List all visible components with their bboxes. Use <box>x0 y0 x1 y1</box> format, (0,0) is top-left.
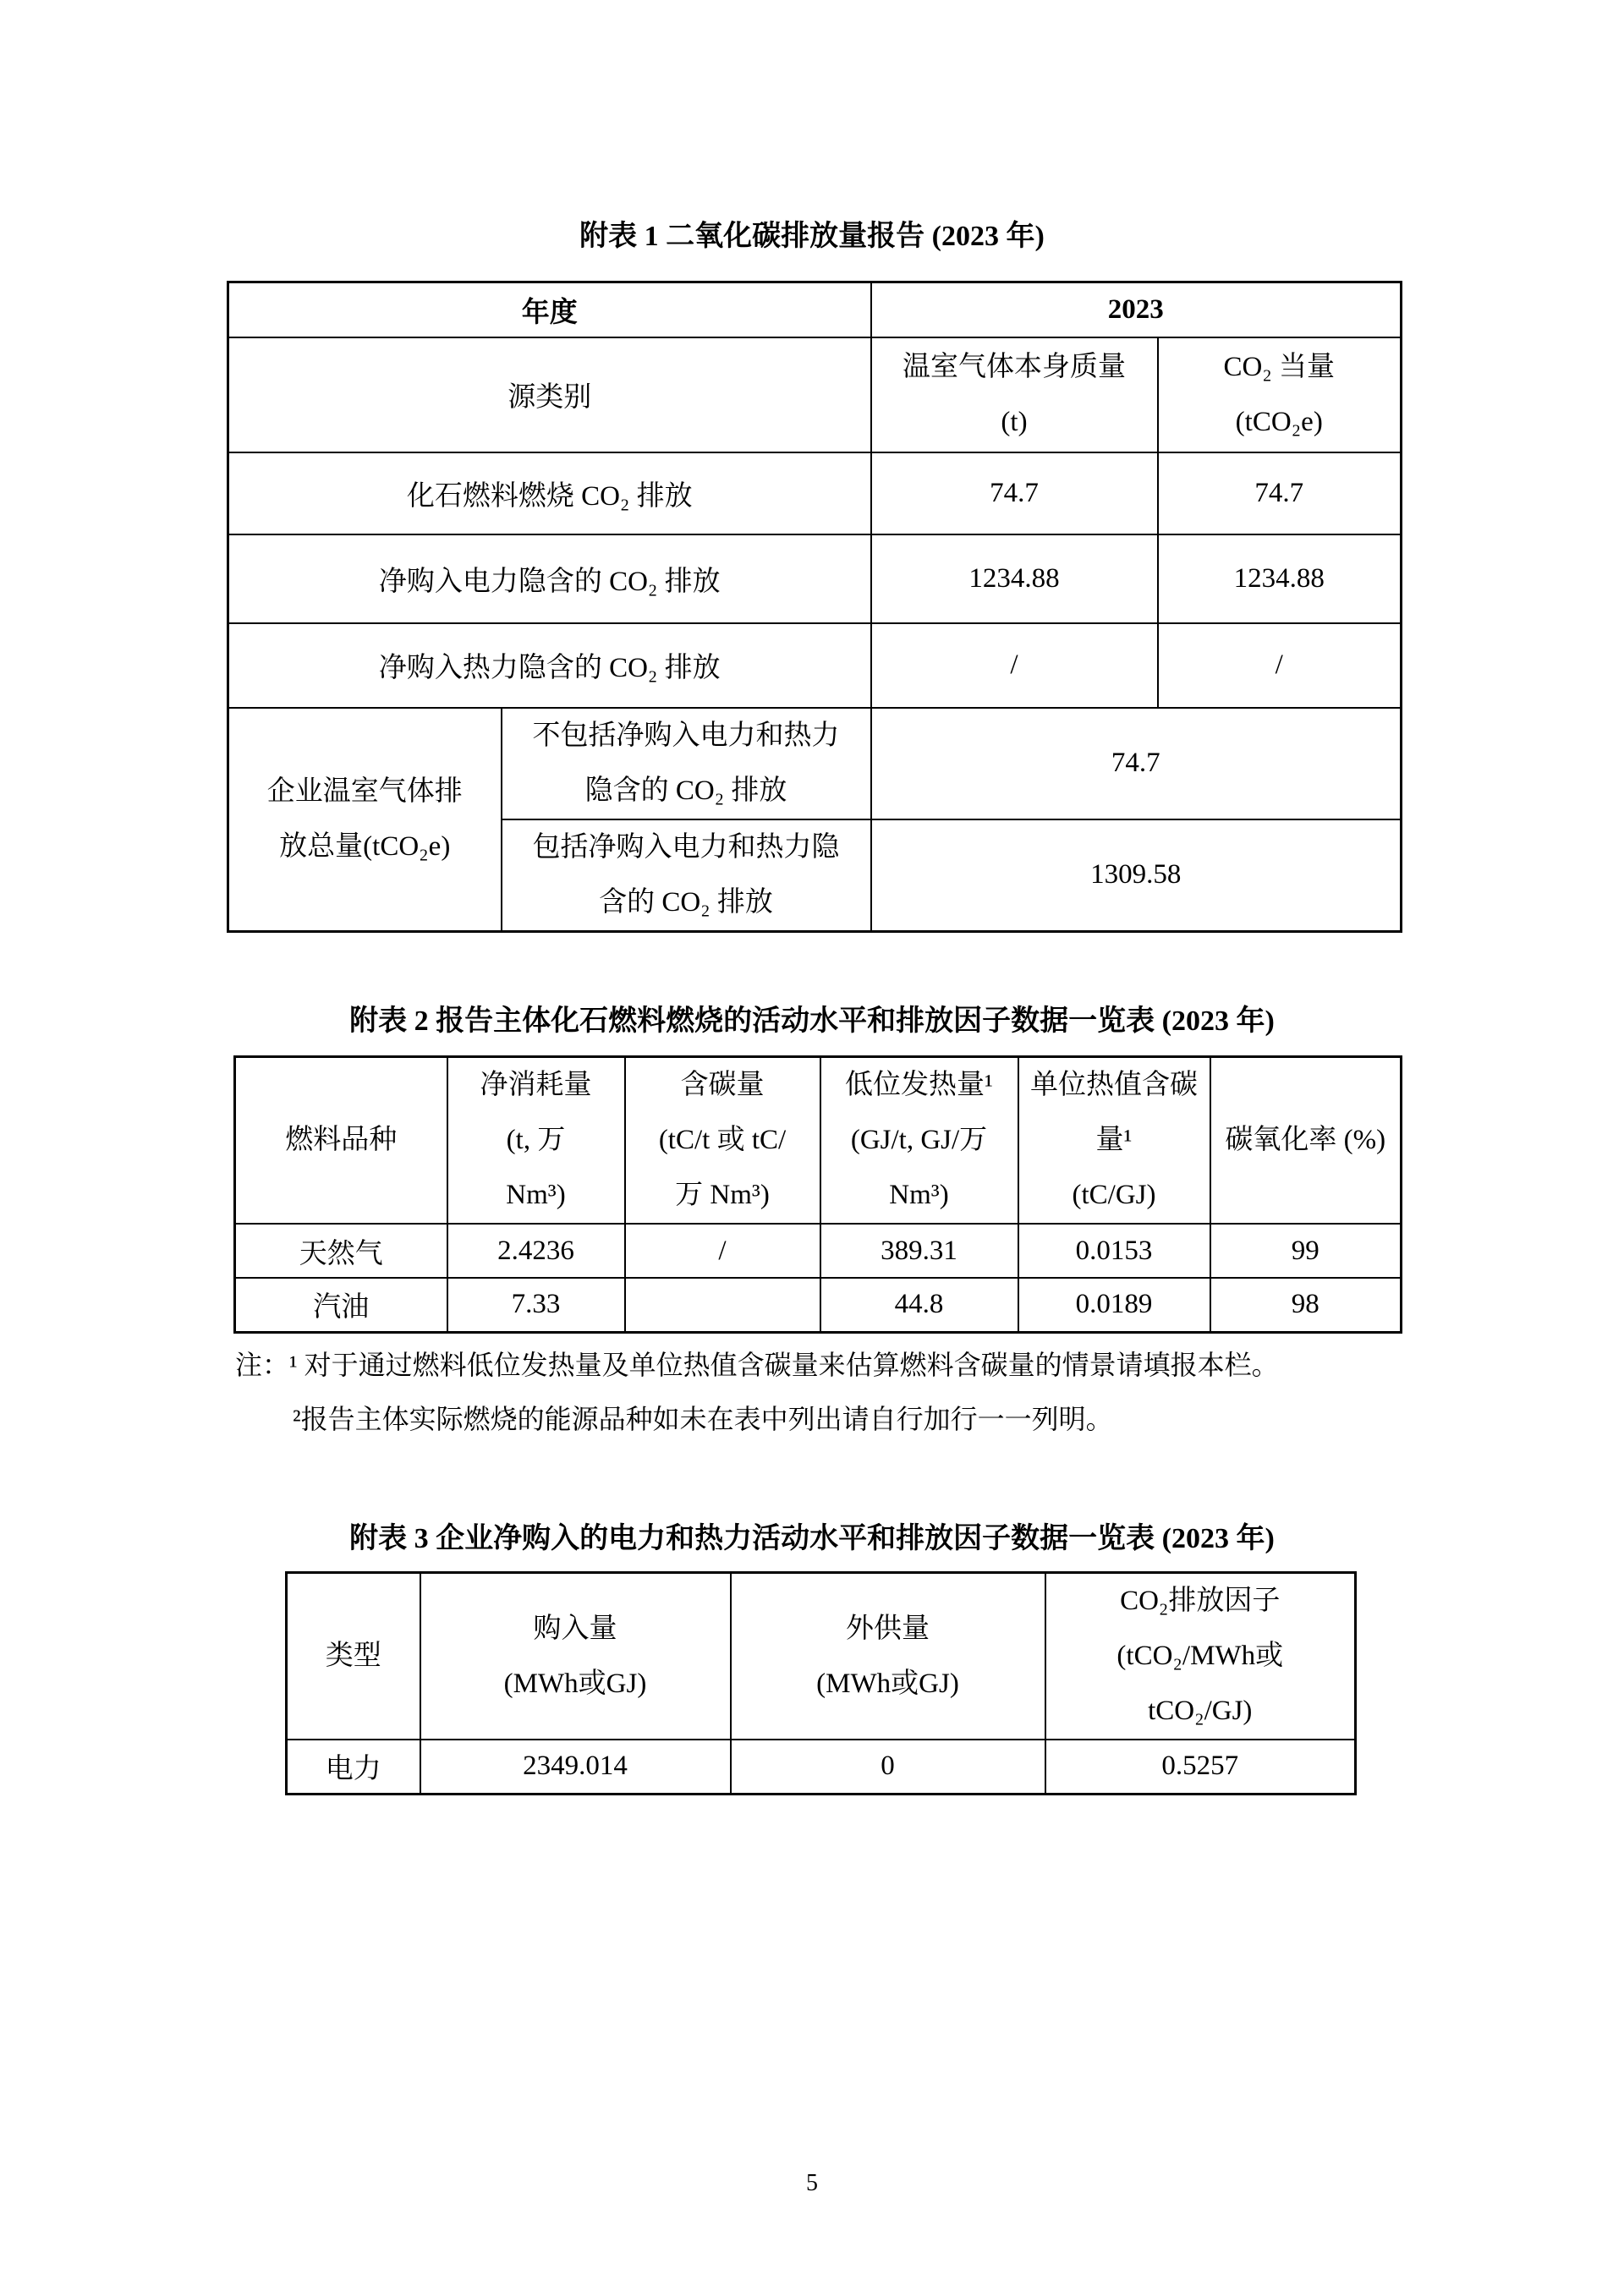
heating-value-unit: (GJ/t, GJ/万 Nm³) <box>850 1125 988 1210</box>
exported-amount-unit: (MWh或GJ) <box>816 1668 959 1699</box>
heating-value-label: 低位发热量¹ <box>845 1070 993 1100</box>
exported-amount-label: 外供量 <box>846 1613 930 1644</box>
table3-electricity-heat-data <box>285 1571 1357 1795</box>
purchased-amount-value: 2349.014 <box>420 1740 731 1794</box>
emission-factor-label: CO₂排放因子 <box>1120 1586 1281 1616</box>
type-header-label: 类型 <box>325 1641 381 1671</box>
table3-title: 附表 3 企业净购入的电力和热力活动水平和排放因子数据一览表 (2023 年) <box>349 1523 1275 1554</box>
table1-title: 附表 1 二氧化碳排放量报告 (2023 年) <box>579 221 1045 252</box>
fossil-fuel-row-label: 化石燃料燃烧 CO₂ 排放 <box>228 452 871 534</box>
co2e-unit: (tCO₂e) <box>1235 406 1323 437</box>
oxidation-rate-label: 碳氧化率 (%) <box>1225 1125 1386 1155</box>
carbon-per-heat-value: 0.0153 <box>1018 1224 1210 1278</box>
heating-value-header-cell <box>820 1057 1018 1225</box>
carbon-per-heat-label: 单位热值含碳量¹ <box>1030 1070 1198 1155</box>
total-emission-label-cell <box>228 708 502 932</box>
carbon-per-heat-unit: (tC/GJ) <box>1072 1180 1156 1210</box>
total-including-label-cell <box>502 819 871 932</box>
ghg-mass-unit: (t) <box>1001 406 1028 437</box>
net-consumption-unit: (t, 万 Nm³) <box>506 1125 566 1210</box>
purchased-heat-co2e-value: / <box>1158 623 1402 708</box>
table-row <box>228 452 1402 534</box>
table2-title: 附表 2 报告主体化石燃料燃烧的活动水平和排放因子数据一览表 (2023 年) <box>349 1006 1275 1037</box>
page-number: 5 <box>806 2170 818 2196</box>
carbon-content-header-cell <box>625 1057 820 1225</box>
carbon-content-label: 含碳量 <box>680 1070 765 1100</box>
total-excluding-value: 74.7 <box>871 708 1402 819</box>
type-header-cell <box>287 1573 420 1740</box>
carbon-content-value: / <box>625 1224 820 1278</box>
table-row <box>228 337 1402 452</box>
oxidation-rate-header-cell <box>1210 1057 1402 1225</box>
table-row <box>228 623 1402 708</box>
table2-fuel-activity-data <box>233 1055 1402 1334</box>
total-excluding-label-cell <box>502 708 871 819</box>
purchased-amount-unit: (MWh或GJ) <box>503 1668 647 1699</box>
fossil-fuel-mass-value: 74.7 <box>871 452 1158 534</box>
oxidation-rate-value: 98 <box>1210 1278 1402 1332</box>
co2e-label: CO₂ 当量 <box>1223 351 1336 382</box>
exported-amount-value: 0 <box>731 1740 1045 1794</box>
fossil-fuel-co2e-value: 74.7 <box>1158 452 1402 534</box>
table-row <box>235 1278 1402 1332</box>
purchased-heat-row-label: 净购入热力隐含的 CO₂ 排放 <box>228 623 871 708</box>
carbon-per-heat-value: 0.0189 <box>1018 1278 1210 1332</box>
source-category-cell: 源类别 <box>228 337 871 452</box>
purchased-electricity-mass-value: 1234.88 <box>871 534 1158 623</box>
table-header-row <box>287 1573 1356 1740</box>
net-consumption-value: 7.33 <box>447 1278 625 1332</box>
fuel-name-cell: 汽油 <box>235 1278 447 1332</box>
ghg-mass-header-cell <box>871 337 1158 452</box>
fuel-name-cell: 天然气 <box>235 1224 447 1278</box>
fuel-type-header-cell <box>235 1057 447 1225</box>
oxidation-rate-value: 99 <box>1210 1224 1402 1278</box>
purchased-amount-label: 购入量 <box>533 1613 617 1644</box>
type-value-cell: 电力 <box>287 1740 420 1794</box>
emission-factor-header-cell <box>1045 1573 1356 1740</box>
purchased-heat-mass-value: / <box>871 623 1158 708</box>
total-including-label: 包括净购入电力和热力隐含的 CO₂ 排放 <box>532 831 840 918</box>
net-consumption-header-cell <box>447 1057 625 1225</box>
table-row <box>235 1224 1402 1278</box>
exported-amount-header-cell <box>731 1573 1045 1740</box>
table-row <box>228 282 1402 337</box>
table-header-row <box>235 1057 1402 1225</box>
year-label-cell: 年度 <box>228 282 871 337</box>
year-value-cell: 2023 <box>871 282 1402 337</box>
net-consumption-label: 净消耗量 <box>480 1070 592 1100</box>
carbon-content-value <box>625 1278 820 1332</box>
total-excluding-label: 不包括净购入电力和热力隐含的 CO₂ 排放 <box>532 720 840 806</box>
co2e-header-cell <box>1158 337 1402 452</box>
carbon-per-heat-header-cell <box>1018 1057 1210 1225</box>
fuel-type-header-label: 燃料品种 <box>285 1125 398 1155</box>
heating-value-value: 389.31 <box>820 1224 1018 1278</box>
table1-co2-emission-report <box>227 281 1402 933</box>
note-2: ²报告主体实际燃烧的能源品种如未在表中列出请自行加行一一列明。 <box>293 1404 1113 1434</box>
ghg-mass-label: 温室气体本身质量 <box>903 351 1126 382</box>
total-including-value: 1309.58 <box>871 819 1402 932</box>
note-1: 注：¹ 对于通过燃料低位发热量及单位热值含碳量来估算燃料含碳量的情景请填报本栏。 <box>235 1350 1279 1380</box>
table-row <box>228 708 1402 819</box>
emission-factor-value: 0.5257 <box>1045 1740 1356 1794</box>
emission-factor-unit: (tCO₂/MWh或 tCO₂/GJ) <box>1116 1641 1284 1726</box>
table-row <box>228 534 1402 623</box>
table-row <box>287 1740 1356 1794</box>
purchased-electricity-row-label: 净购入电力隐含的 CO₂ 排放 <box>228 534 871 623</box>
net-consumption-value: 2.4236 <box>447 1224 625 1278</box>
carbon-content-unit: (tC/t 或 tC/万 Nm³) <box>658 1125 787 1210</box>
purchased-amount-header-cell <box>420 1573 731 1740</box>
purchased-electricity-co2e-value: 1234.88 <box>1158 534 1402 623</box>
heating-value-value: 44.8 <box>820 1278 1018 1332</box>
total-emission-label: 企业温室气体排放总量(tCO₂e) <box>266 775 463 862</box>
